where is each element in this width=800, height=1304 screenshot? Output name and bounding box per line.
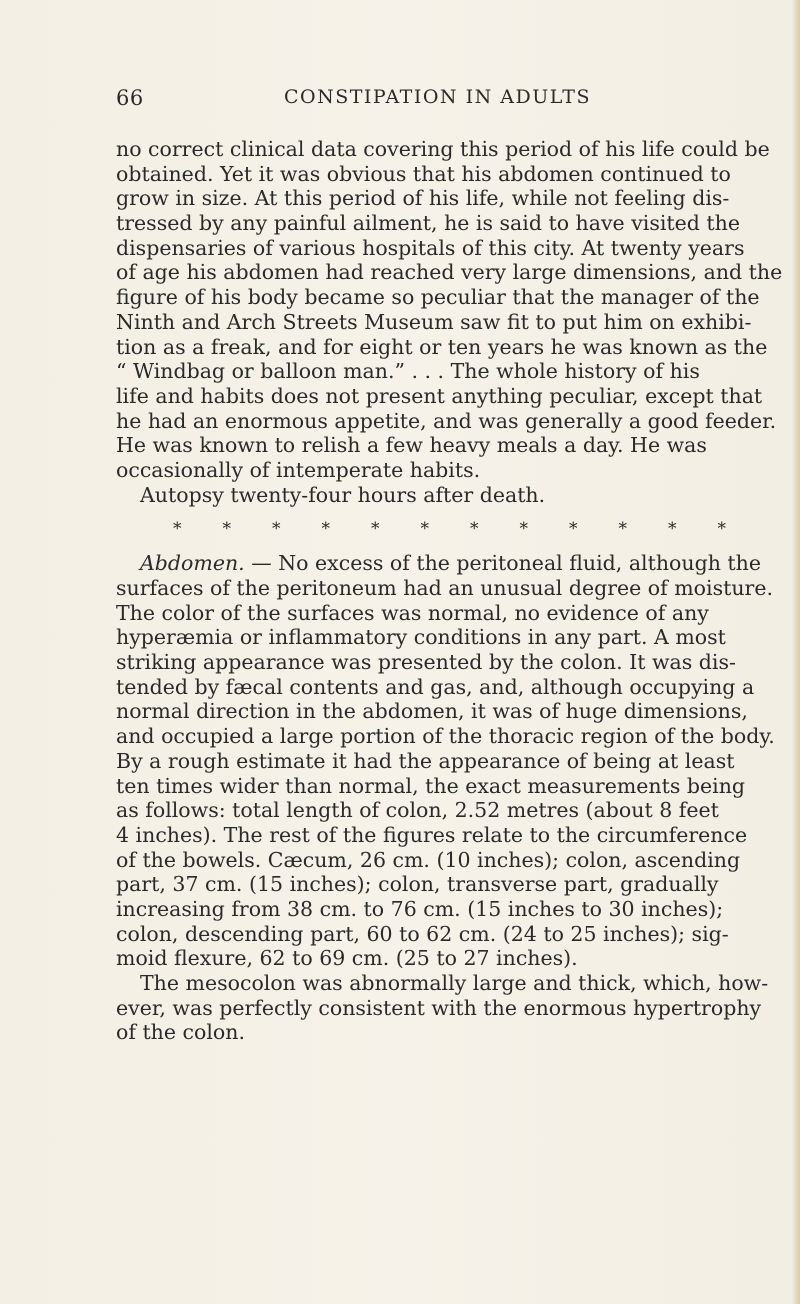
text-line: colon, descending part, 60 to 62 cm. (24 to 25 inches); sig-	[116, 921, 729, 946]
paragraph-mesocolon	[116, 971, 769, 1045]
paragraph-autopsy: Autopsy twenty-four hours after death.	[140, 482, 546, 507]
separator-asterisk: *	[519, 519, 528, 540]
text-run: — No excess of the peritoneal fluid, although the	[244, 551, 762, 576]
separator-asterisk: *	[618, 519, 627, 540]
text-line: obtained. Yet it was obvious that his abdomen continued to	[116, 161, 731, 186]
separator-asterisk: *	[371, 519, 380, 540]
text-line: he had an enormous appetite, and was generally a good feeder.	[116, 408, 777, 433]
separator-asterisk: *	[420, 519, 429, 540]
text-line: tion as a freak, and for eight or ten years he was known as the	[116, 334, 768, 359]
text-line: surfaces of the peritoneum had an unusual degree of moisture.	[116, 576, 773, 600]
text-line: striking appearance was presented by the colon. It was dis-	[116, 650, 736, 675]
text-line: tressed by any painful ailment, he is said to have visited the	[116, 211, 740, 236]
text-line: part, 37 cm. (15 inches); colon, transverse part, gradually	[116, 872, 719, 897]
page-number: 66	[116, 86, 144, 110]
paragraph-history	[116, 137, 783, 483]
page-header	[116, 86, 720, 116]
asterisk-separator	[116, 507, 726, 545]
text-line: He was known to relish a few heavy meals a day. He was	[116, 433, 707, 458]
text-line: no correct clinical data covering this period of his life could be	[116, 137, 770, 161]
text-line: normal direction in the abdomen, it was of huge dimensions,	[116, 699, 748, 724]
text-line: of age his abdomen had reached very large dimensions, and the	[116, 260, 783, 285]
page-edge-shadow	[792, 0, 800, 1304]
text-line: The mesocolon was abnormally large and thick, which, how-	[140, 971, 769, 995]
text-line: dispensaries of various hospitals of this city. At twenty years	[116, 235, 745, 260]
text-line: life and habits does not present anything peculiar, except that	[116, 383, 763, 408]
text-line	[116, 551, 762, 576]
text-line: hyperæmia or inflammatory conditions in any part. A most	[116, 625, 726, 650]
text-line: moid flexure, 62 to 69 cm. (25 to 27 inches).	[116, 946, 578, 971]
separator-asterisk: *	[173, 519, 182, 540]
section-heading-abdomen: Abdomen.	[140, 551, 245, 576]
text-line: grow in size. At this period of his life, while not feeling dis-	[116, 186, 730, 211]
text-line: figure of his body became so peculiar that the manager of the	[116, 285, 760, 310]
separator-asterisk: *	[470, 519, 479, 540]
text-line: and occupied a large portion of the thoracic region of the body.	[116, 724, 775, 749]
separator-asterisk: *	[222, 519, 231, 540]
text-line: increasing from 38 cm. to 76 cm. (15 inches to 30 inches);	[116, 896, 724, 921]
text-line: of the colon.	[116, 1020, 245, 1045]
text-line: occasionally of intemperate habits.	[116, 457, 481, 482]
text-line: as follows: total length of colon, 2.52 metres (about 8 feet	[116, 798, 719, 823]
text-line: Ninth and Arch Streets Museum saw fit to put him on exhibi-	[116, 309, 752, 334]
text-line: By a rough estimate it had the appearance of being at least	[116, 748, 735, 773]
text-line: tended by fæcal contents and gas, and, although occupying a	[116, 674, 755, 699]
separator-asterisk: *	[569, 519, 578, 540]
text-line: ever, was perfectly consistent with the enormous hypertrophy	[116, 995, 762, 1020]
paragraph-abdomen	[116, 551, 775, 971]
running-head: CONSTIPATION IN ADULTS	[284, 86, 591, 108]
separator-asterisk: *	[668, 519, 677, 540]
separator-asterisk: *	[717, 519, 726, 540]
separator-asterisk: *	[272, 519, 281, 540]
text-line: 4 inches). The rest of the figures relate to the circumference	[116, 822, 748, 847]
text-line: The color of the surfaces was normal, no evidence of any	[116, 600, 709, 625]
text-line: of the bowels. Cæcum, 26 cm. (10 inches); colon, ascending	[116, 847, 741, 872]
text-line: ten times wider than normal, the exact measurements being	[116, 773, 746, 798]
separator-asterisk: *	[321, 519, 330, 540]
text-line: “ Windbag or balloon man.” . . . The whole history of his	[116, 359, 700, 384]
body-text	[116, 137, 783, 1045]
